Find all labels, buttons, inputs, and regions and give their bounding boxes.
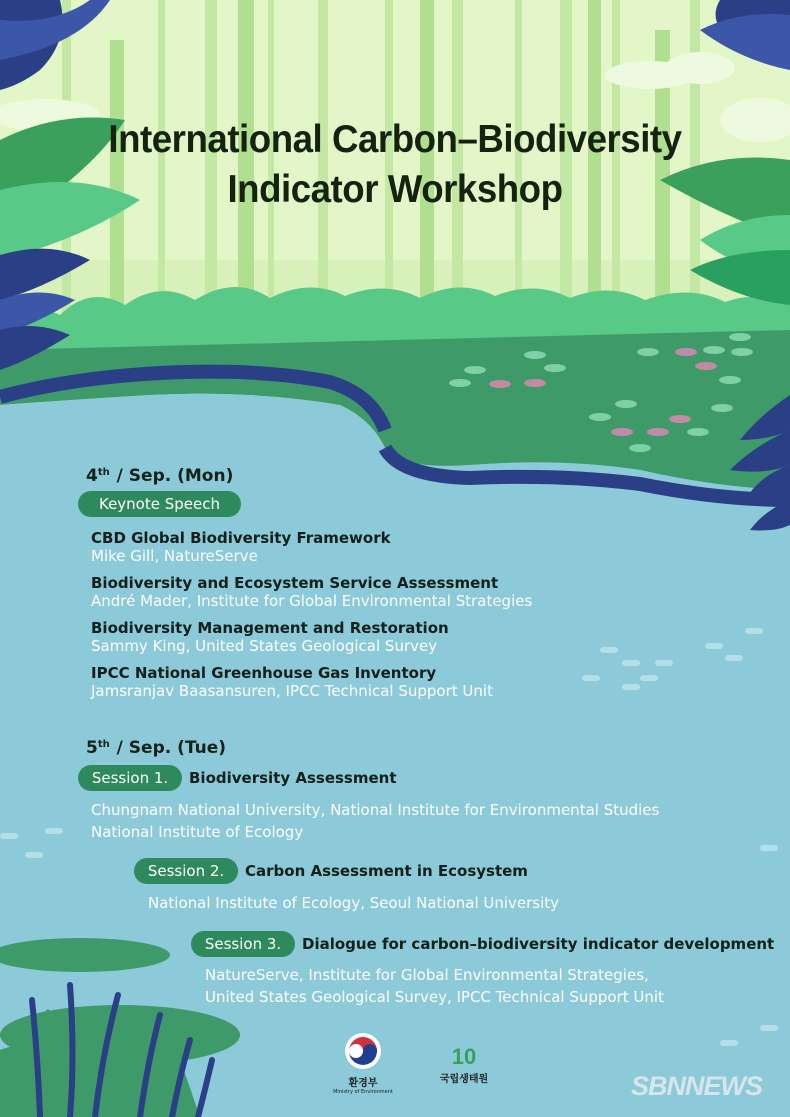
nie-10th-anniversary-mark: 10: [451, 1044, 477, 1069]
talk-speaker: Mike Gill, NatureServe: [91, 547, 258, 565]
talk-speaker: Sammy King, United States Geological Survey: [91, 637, 438, 655]
talk-speaker: André Mader, Institute for Global Environmental Strategies: [91, 592, 533, 610]
session-3-title: Dialogue for carbon–biodiversity indicator development: [302, 935, 775, 953]
session-3-org: United States Geological Survey, IPCC Technical Support Unit: [205, 988, 664, 1006]
nie-korean-name: 국립생태원: [439, 1074, 489, 1085]
sbnnews-watermark: SBNNEWS: [630, 1071, 762, 1101]
day1-number: 4: [86, 466, 98, 486]
day2-suffix: th: [97, 739, 110, 750]
session-2-title: Carbon Assessment in Ecosystem: [245, 862, 528, 880]
day2-heading: [86, 738, 226, 758]
session-1-org: National Institute of Ecology: [91, 823, 304, 841]
day2-number: 5: [86, 738, 98, 758]
session-2-org: National Institute of Ecology, Seoul National University: [148, 894, 560, 912]
ministry-english-name: Ministry of Environment: [333, 1089, 393, 1095]
session-2-pill: Session 2.: [134, 858, 238, 884]
day1-date: / Sep. (Mon): [110, 466, 234, 486]
keynote-speech-pill: Keynote Speech: [78, 491, 241, 517]
session-3-org: NatureServe, Institute for Global Environmental Strategies,: [205, 966, 649, 984]
talk-title: Biodiversity Management and Restoration: [91, 619, 449, 637]
session-3-pill: Session 3.: [191, 931, 295, 957]
day2-date: / Sep. (Tue): [110, 738, 227, 758]
session-1-pill: Session 1.: [78, 765, 182, 791]
talk-title: CBD Global Biodiversity Framework: [91, 529, 391, 547]
ministry-of-environment-logo: [328, 1032, 398, 1095]
ministry-korean-name: 환경부: [348, 1078, 378, 1089]
session-1-title: Biodiversity Assessment: [189, 769, 397, 787]
talk-speaker: Jamsranjav Baasansuren, IPCC Technical Support Unit: [91, 682, 493, 700]
day1-suffix: th: [97, 467, 110, 478]
taegeuk-emblem-icon: [344, 1032, 382, 1070]
session-1-org: Chungnam National University, National Institute for Environmental Studies: [91, 801, 660, 819]
workshop-title-line-1: International Carbon–Biodiversity: [108, 118, 682, 161]
day1-heading: [86, 466, 233, 486]
talk-title: IPCC National Greenhouse Gas Inventory: [91, 664, 437, 682]
national-institute-of-ecology-logo: [426, 1044, 502, 1085]
talk-title: Biodiversity and Ecosystem Service Assessment: [91, 574, 499, 592]
workshop-title-line-2: Indicator Workshop: [227, 168, 563, 211]
